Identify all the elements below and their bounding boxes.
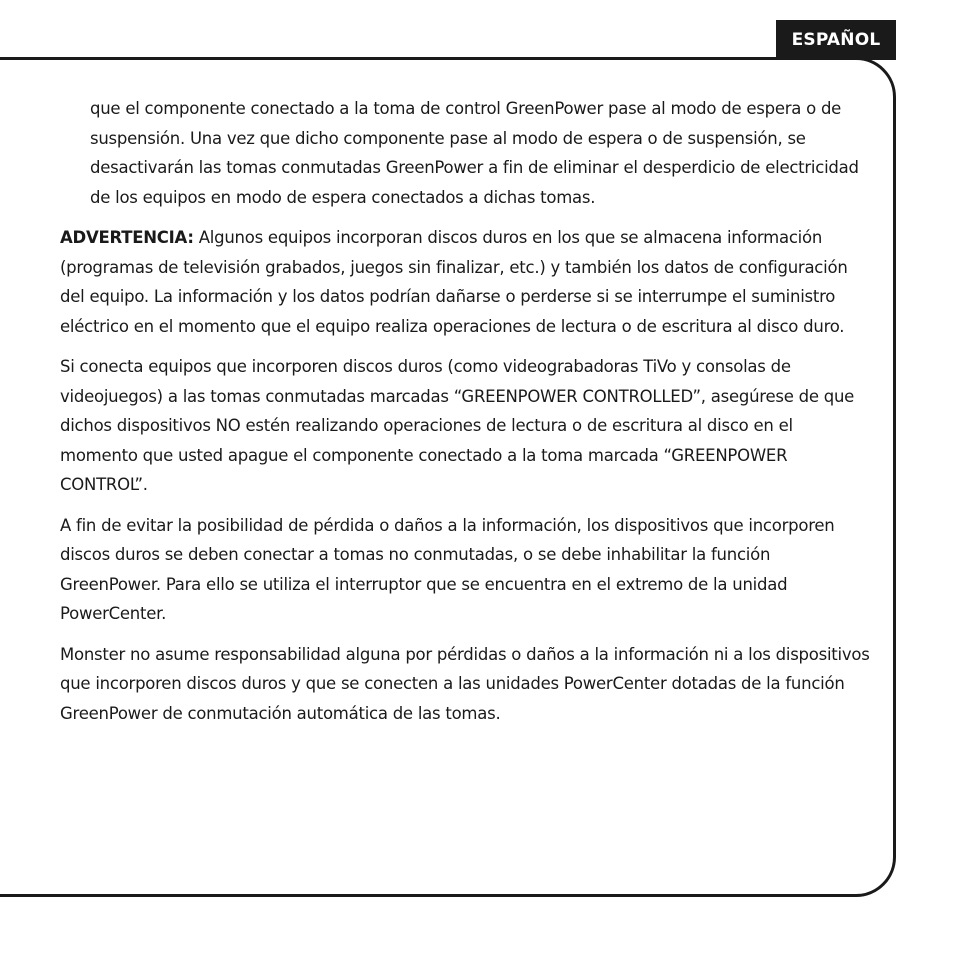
continued-paragraph: que el componente conectado a la toma de control GreenPower pase al modo de espera o de suspensión. Una vez que dicho componente pase al modo de espera o de suspensión, se desactivarán las tomas conmutadas GreenPower a fin de eliminar el desperdicio de electricidad de los equipos en modo de espera conectados a dichas tomas. bbox=[90, 99, 859, 207]
avoid-loss-paragraph: A fin de evitar la posibilidad de pérdida o daños a la información, los dispositivos que incorporen discos duros se deben conectar a tomas no conmutadas, o se debe inhabilitar la función GreenPower. Para ello se utiliza el interruptor que se encuentra en el extremo de la unidad PowerCenter. bbox=[60, 515, 835, 623]
language-tab: ESPAÑOL bbox=[776, 20, 896, 60]
warning-text: Algunos equipos incorporan discos duros en los que se almacena información (programas de televisión grabados, juegos sin finalizar, etc.) y también los datos de configuración del equipo. La información y los datos podrían dañarse o perderse si se interrumpe el suministro eléctrico en el momento que el equipo realiza operaciones de lectura o de escritura al disco duro. bbox=[60, 228, 848, 336]
page-content bbox=[60, 94, 870, 739]
hard-drive-paragraph: Si conecta equipos que incorporen discos duros (como videograbadoras TiVo y consolas de videojuegos) a las tomas conmutadas marcadas “GREENPOWER CONTROLLED”, asegúrese de que dichos dispositivos NO estén realizando operaciones de lectura o de escritura al disco en el momento que usted apague el componente conectado a la toma marcada “GREENPOWER CONTROL”. bbox=[60, 357, 855, 494]
warning-label: ADVERTENCIA: bbox=[60, 228, 194, 247]
liability-paragraph: Monster no asume responsabilidad alguna por pérdidas o daños a la información ni a los dispositivos que incorporen discos duros y que se conecten a las unidades PowerCenter dotadas de la función GreenPower de conmutación automática de las tomas. bbox=[60, 644, 870, 723]
warning-paragraph bbox=[60, 223, 870, 341]
